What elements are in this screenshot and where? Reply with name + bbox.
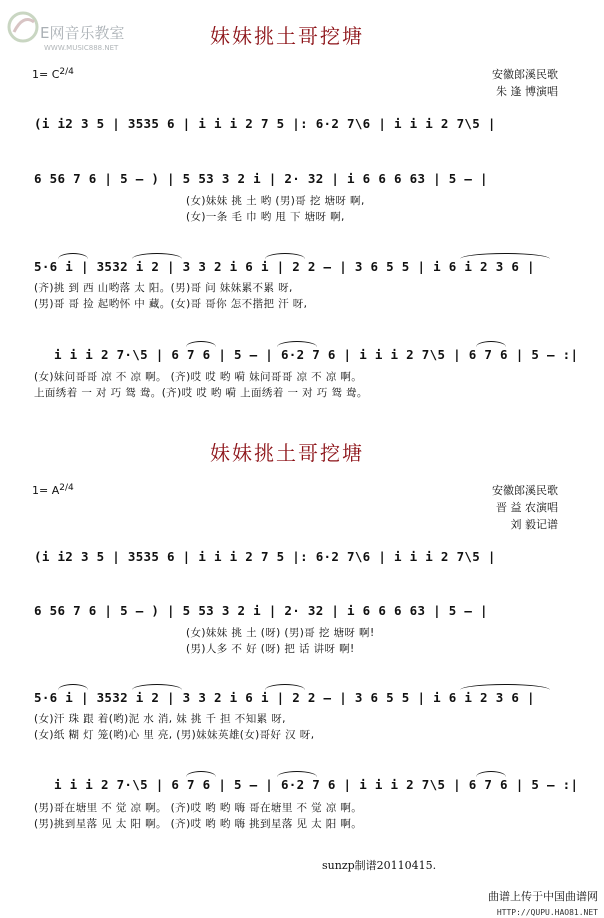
site-logo: [6, 6, 176, 66]
piece2-row2-notes: 6 56 7 6 | 5 – ) | 5 53 3 2 i | 2· 32 | i 6 6 6 63 | 5 – |: [34, 603, 488, 618]
logo-url: WWW.MUSIC888.NET: [44, 44, 119, 52]
piece2-origin: 安徽郎溪民歌: [492, 484, 558, 497]
piece2-row3-notes: 5·6 i | 3532 i 2 | 3 3 2 i 6 i | 2 2 – | 3 6 5 5 | i 6 i 2 3 6 |: [34, 690, 535, 705]
slur: [132, 253, 182, 259]
slur: [265, 684, 305, 690]
footer-line1: 曲谱上传于中国曲谱网: [488, 890, 598, 903]
footer-watermark: [488, 888, 598, 904]
logo-swirl-icon: [6, 10, 40, 44]
piece1-origin: 安徽郎溪民歌: [492, 68, 558, 81]
piece2-row4-notes: i i i 2 7·\5 | 6 7 6 | 5 – | 6·2 7 6 | i i i 2 7\5 | 6 7 6 | 5 – :|: [54, 777, 579, 792]
logo-text: E网音乐教室: [40, 24, 125, 42]
piece1-row3-lyric2: (男)哥 哥 捡 起哟怀 中 藏。(女)哥 哥你 怎不揩把 汗 呀,: [34, 298, 308, 310]
piece1-row2-lyric2: (女)一条 毛 巾 哟 甩 下 塘呀 啊,: [186, 211, 345, 223]
piece1-row2-notes: 6 56 7 6 | 5 – ) | 5 53 3 2 i | 2· 32 | i 6 6 6 63 | 5 – |: [34, 171, 488, 186]
slur: [265, 253, 305, 259]
slur: [476, 341, 506, 347]
piece1-row3-lyric1: (齐)挑 到 西 山哟落 太 阳。(男)哥 问 妹妹累不累 呀,: [34, 282, 293, 294]
piece2-row4-lyric1: (男)哥在塘里 不 觉 凉 啊。 (齐)哎 哟 哟 嗨 哥在塘里 不 觉 凉 啊。: [34, 802, 363, 814]
piece1-title: 妹妹挑土哥挖塘: [210, 24, 364, 48]
piece1-row1-notes: (i i2 3 5 | 3535 6 | i i i 2 7 5 |: 6·2 7\6 | i i i 2 7\5 |: [34, 116, 496, 131]
piece1-row4-lyric2: 上面绣着 一 对 巧 鸳 鸯。(齐)哎 哎 哟 嗬 上面绣着 一 对 巧 鸳 鸯。: [34, 387, 368, 399]
piece1-meter: 2/4: [59, 67, 74, 77]
piece2-meter: 2/4: [59, 483, 74, 493]
slur: [186, 341, 216, 347]
piece1-row2-lyric1: (女)妹妹 挑 土 哟 (男)哥 挖 塘呀 啊,: [186, 195, 365, 207]
footer-url: HTTP://QUPU.HAO81.NET: [496, 908, 598, 917]
piece2-title: 妹妹挑土哥挖塘: [210, 441, 364, 465]
piece1-row4-notes: i i i 2 7·\5 | 6 7 6 | 5 – | 6·2 7 6 | i i i 2 7\5 | 6 7 6 | 5 – :|: [54, 347, 579, 362]
slur: [58, 684, 88, 690]
piece1-singer: 朱 逢 博演唱: [496, 85, 558, 98]
piece2-key: $1= A^{2/4}$: [32, 483, 74, 497]
transcriber-credit: sunzp制谱20110415.: [322, 859, 437, 872]
piece1-row3-notes: 5·6 i | 3532 i 2 | 3 3 2 i 6 i | 2 2 – | 3 6 5 5 | i 6 i 2 3 6 |: [34, 259, 535, 274]
slur: [277, 341, 317, 347]
piece1-row4-lyric1: (女)妹问哥哥 凉 不 凉 啊。 (齐)哎 哎 哟 嗬 妹问哥哥 凉 不 凉 啊。: [34, 371, 363, 383]
slur: [460, 253, 550, 259]
piece2-recorder: 刘 毅记谱: [510, 518, 558, 531]
slur: [277, 771, 317, 777]
piece2-row2-lyric1: (女)妹妹 挑 土 (呀) (男)哥 挖 塘呀 啊!: [186, 627, 375, 639]
piece1-key: $1= C^{2/4}$: [32, 67, 74, 81]
slur: [460, 684, 550, 690]
piece2-row4-lyric2: (男)挑到星落 见 太 阳 啊。 (齐)哎 哟 哟 嗨 挑到星落 见 太 阳 啊。: [34, 818, 363, 830]
slur: [186, 771, 216, 777]
slur: [132, 684, 182, 690]
piece2-row1-notes: (i i2 3 5 | 3535 6 | i i i 2 7 5 |: 6·2 7\6 | i i i 2 7\5 |: [34, 549, 496, 564]
slur: [58, 253, 88, 259]
slur: [476, 771, 506, 777]
piece2-singer: 晋 益 农演唱: [496, 501, 558, 514]
piece2-row3-lyric1: (女)汗 珠 跟 着(哟)泥 水 消, 妹 挑 千 担 不知累 呀,: [34, 713, 286, 725]
piece2-row3-lyric2: (女)纸 糊 灯 笼(哟)心 里 亮, (男)妹妹英雄(女)哥好 汉 呀,: [34, 729, 315, 741]
piece2-row2-lyric2: (男)人多 不 好 (呀) 把 话 讲呀 啊!: [186, 643, 355, 655]
